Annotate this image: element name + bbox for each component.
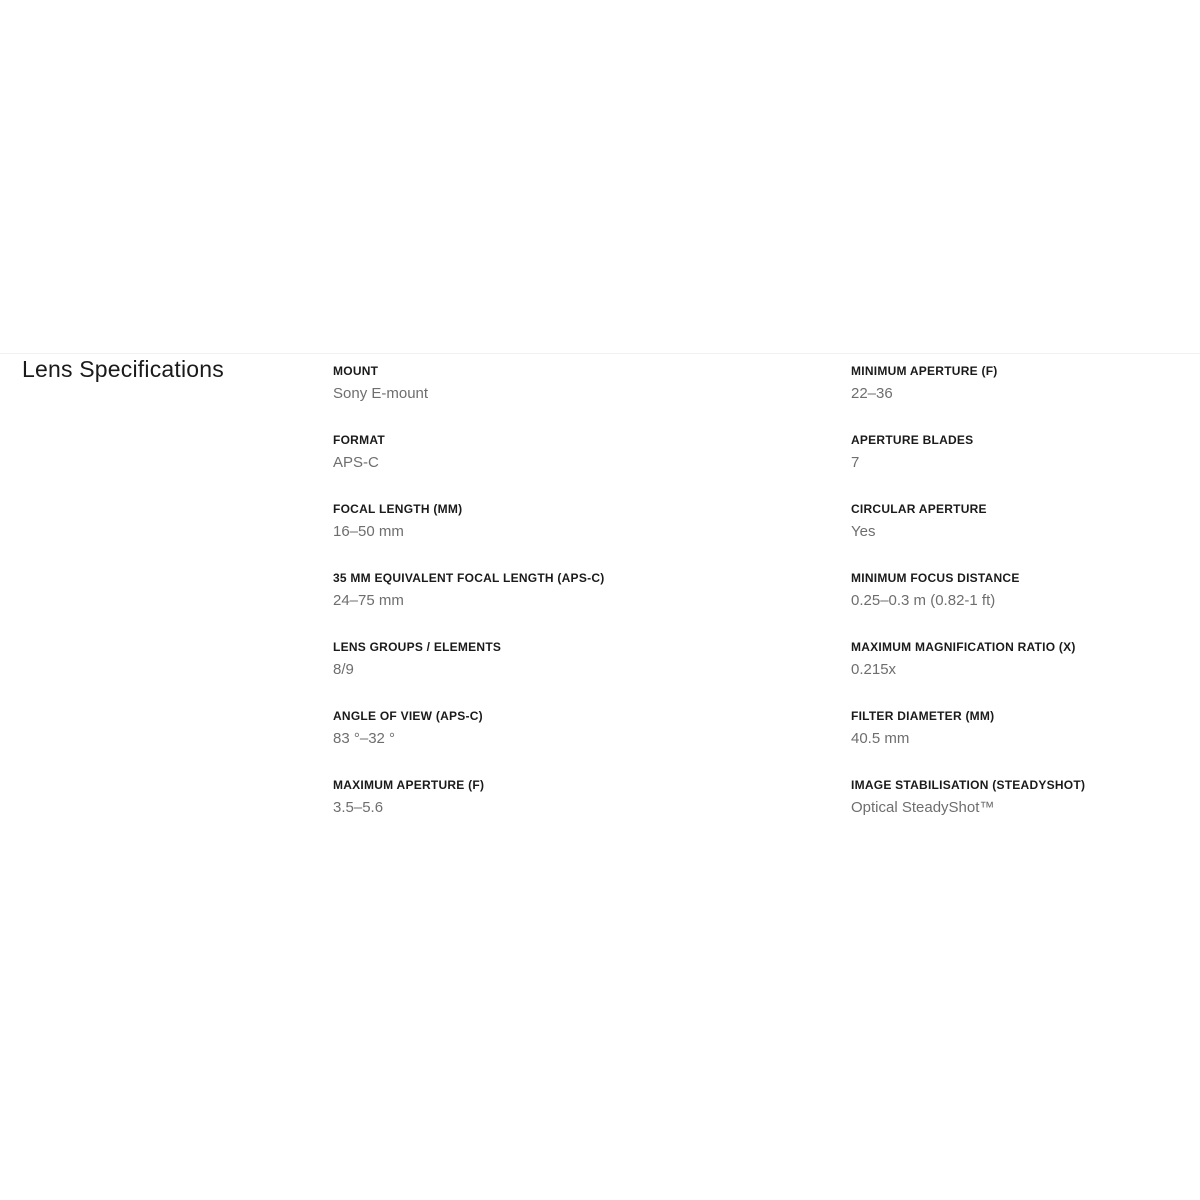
section-divider (0, 353, 1200, 354)
spec-item-filter-diameter (851, 708, 1191, 749)
spec-item-circular-aperture (851, 501, 1191, 542)
spec-item-mount (333, 363, 833, 404)
spec-item-lens-groups-elements (333, 639, 833, 680)
spec-label: ANGLE OF VIEW (APS-C) (333, 709, 483, 723)
spec-item-maximum-magnification-ratio (851, 639, 1191, 680)
spec-item-aperture-blades (851, 432, 1191, 473)
spec-value: 3.5–5.6 (333, 799, 384, 816)
spec-label: MOUNT (333, 364, 379, 378)
spec-value: Sony E-mount (333, 385, 429, 402)
spec-value: 22–36 (851, 385, 893, 402)
spec-item-focal-length (333, 501, 833, 542)
spec-value: 16–50 mm (333, 523, 404, 540)
spec-label: LENS GROUPS / ELEMENTS (333, 640, 502, 654)
spec-value: 83 °–32 ° (333, 730, 396, 747)
spec-label: FORMAT (333, 433, 385, 447)
spec-label: MINIMUM APERTURE (F) (851, 364, 998, 378)
spec-value: Optical SteadyShot™ (851, 799, 995, 816)
spec-item-minimum-aperture (851, 363, 1191, 404)
spec-value: 40.5 mm (851, 730, 910, 747)
spec-label: MAXIMUM APERTURE (F) (333, 778, 485, 792)
spec-label: APERTURE BLADES (851, 433, 974, 447)
spec-column-1 (333, 363, 833, 846)
spec-item-minimum-focus-distance (851, 570, 1191, 611)
spec-label: FILTER DIAMETER (MM) (851, 709, 995, 723)
spec-column-2 (851, 363, 1191, 846)
spec-value: APS-C (333, 454, 379, 471)
spec-value: 0.25–0.3 m (0.82-1 ft) (851, 592, 996, 609)
spec-item-image-stabilisation (851, 777, 1191, 818)
spec-value: 24–75 mm (333, 592, 404, 609)
spec-label: FOCAL LENGTH (MM) (333, 502, 463, 516)
spec-value: 0.215x (851, 661, 897, 678)
spec-value: Yes (851, 523, 876, 540)
spec-label: CIRCULAR APERTURE (851, 502, 987, 516)
spec-item-format (333, 432, 833, 473)
spec-item-35mm-equivalent-focal-length (333, 570, 833, 611)
spec-label: 35 MM EQUIVALENT FOCAL LENGTH (APS-C) (333, 571, 605, 585)
section-title: Lens Specifications (22, 356, 224, 382)
spec-item-angle-of-view (333, 708, 833, 749)
spec-value: 7 (851, 454, 860, 471)
spec-label: MINIMUM FOCUS DISTANCE (851, 571, 1020, 585)
spec-item-maximum-aperture (333, 777, 833, 818)
spec-value: 8/9 (333, 661, 354, 678)
spec-label: IMAGE STABILISATION (STEADYSHOT) (851, 778, 1086, 792)
spec-label: MAXIMUM MAGNIFICATION RATIO (X) (851, 640, 1076, 654)
